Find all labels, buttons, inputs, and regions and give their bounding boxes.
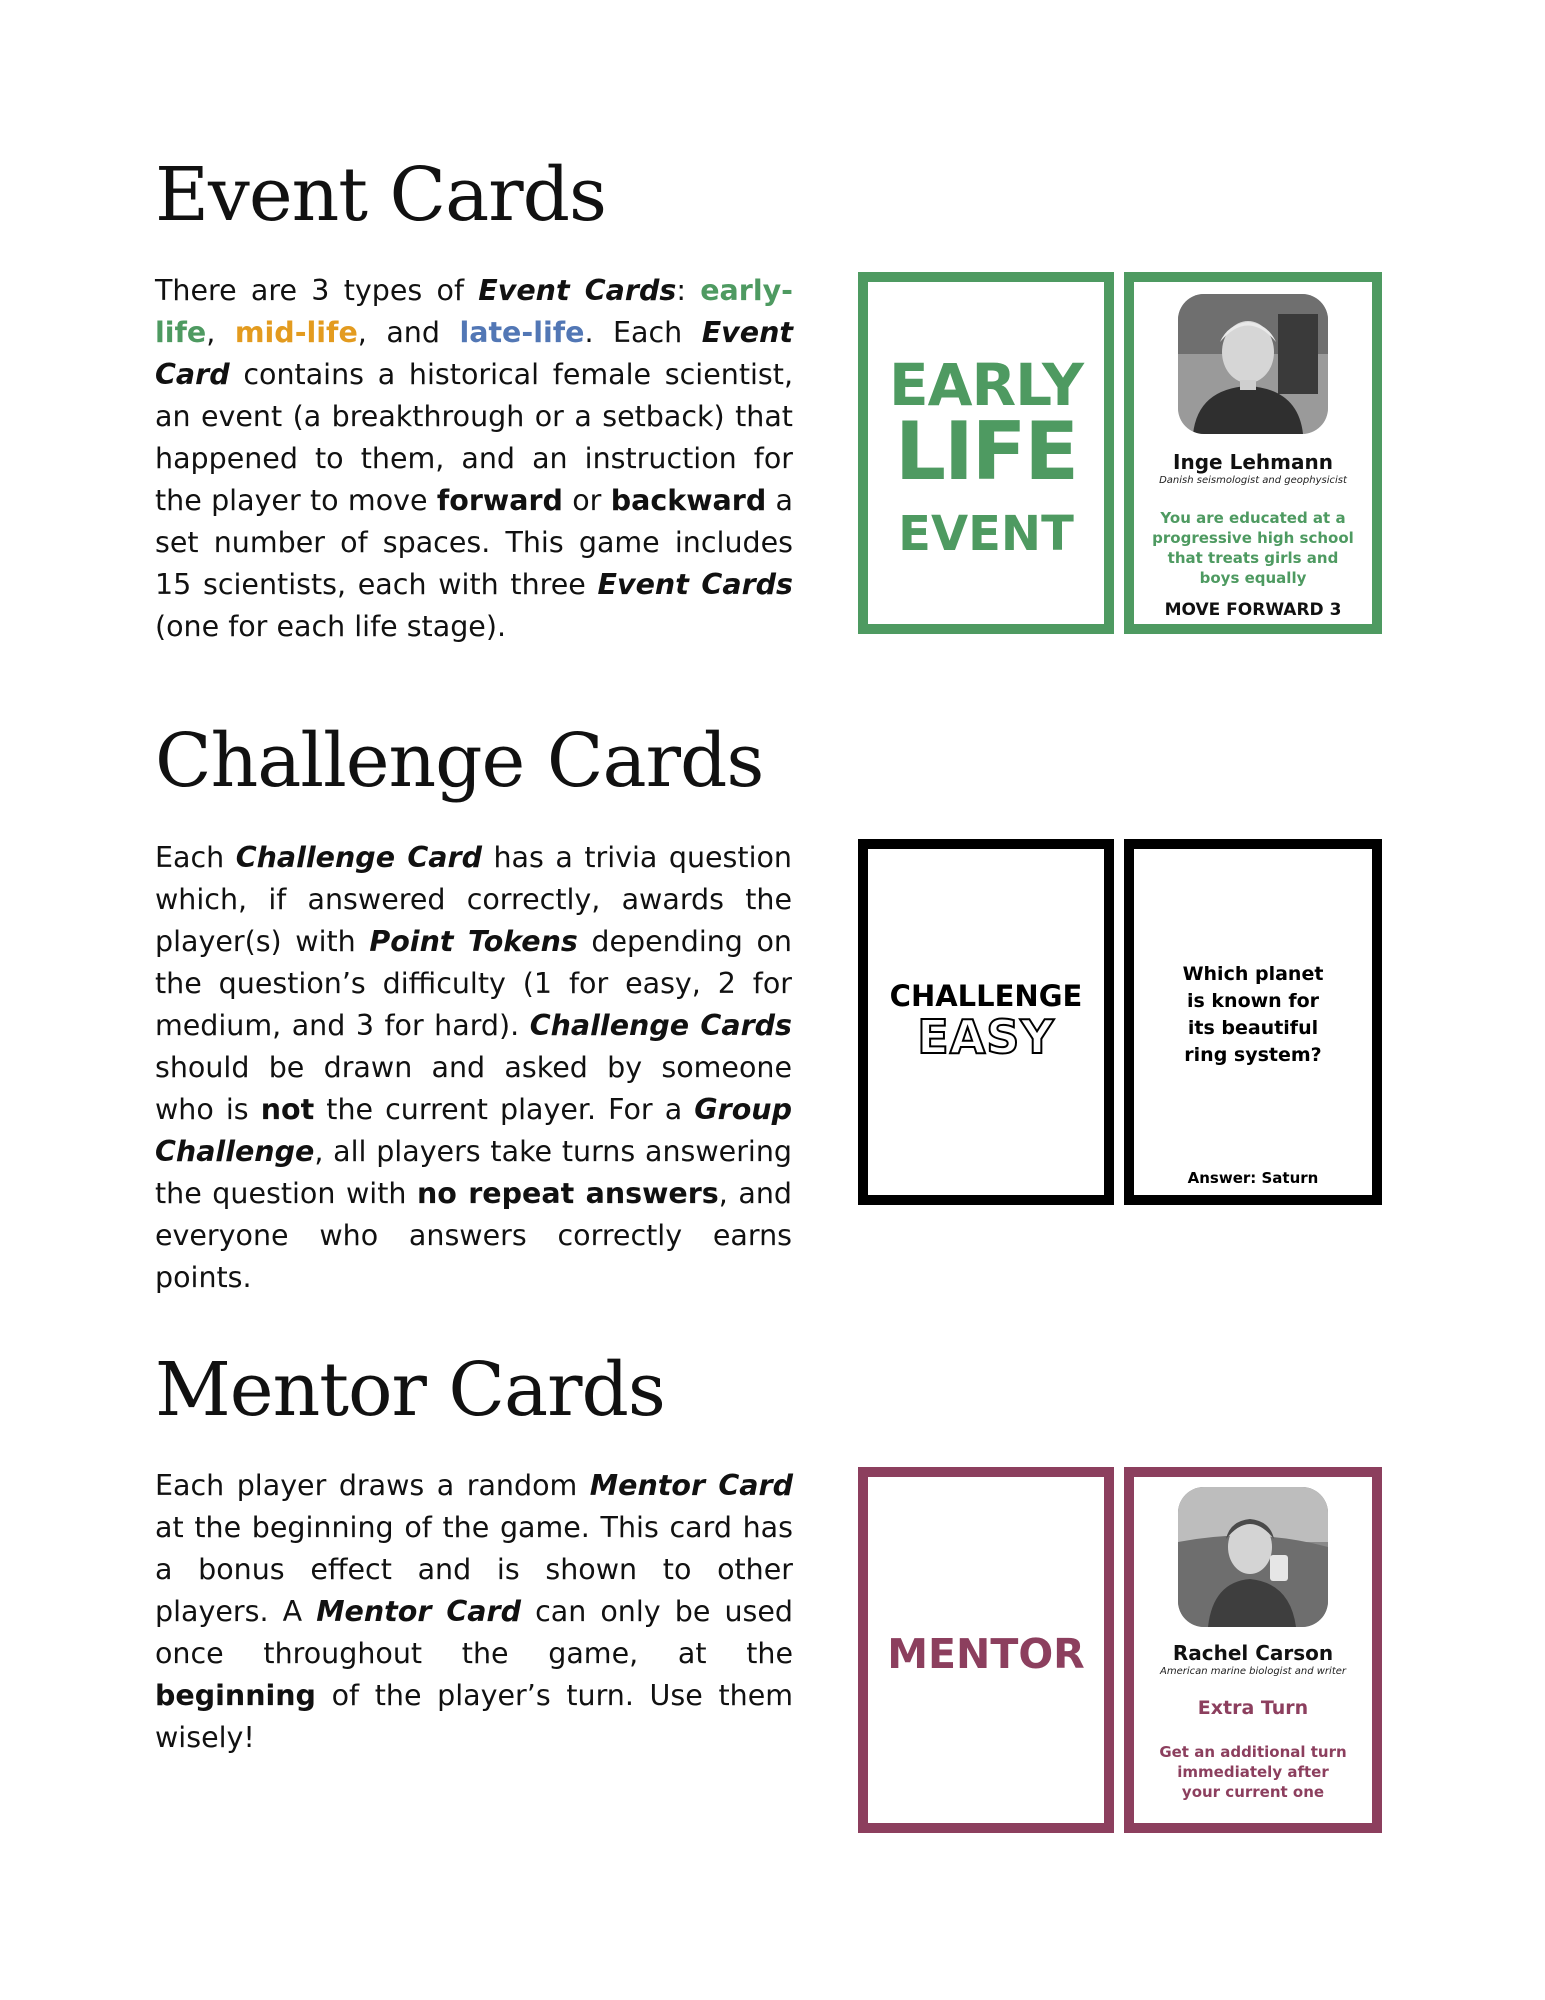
mentor-portrait	[1178, 1487, 1328, 1627]
event-cards-heading: Event Cards	[155, 152, 606, 238]
mentor-cards-heading: Mentor Cards	[155, 1347, 665, 1433]
challenge-cards-description: Each Challenge Card has a trivia question which, if answered correctly, awards the player(s) with Point Tokens depending on the question’s difficulty (1 for easy, 2 for medium, and 3 for hard). Challenge Cards should be drawn and asked by someone who is not the current player. For a Group Challenge, all players take turns answering the question with no repeat answers, and everyone who answers correctly earns points.	[155, 841, 792, 1294]
trivia-answer: Answer: Saturn	[1187, 1169, 1319, 1187]
scientist-portrait	[1178, 294, 1328, 434]
event-cards-description: There are 3 types of Event Cards: early-life, mid-life, and late-life. Each Event Card contains a historical female scientist, an event (a breakthrough or a setback) that happened to them, and an instruction for the player to move forward or backward a set number of spaces. This game includes 15 scientists, each with three Event Cards (one for each life stage).	[155, 274, 794, 643]
mentor-effect-description: Get an additional turn immediately after your current one	[1159, 1743, 1347, 1801]
early-life-event-card-back	[1124, 272, 1382, 634]
mentor-cards-description: Each player draws a random Mentor Card at the beginning of the game. This card has a bonus effect and is shown to other players. A Mentor Card can only be used once throughout the game, at the beginning of the player’s turn. Use them wisely!	[155, 1469, 793, 1754]
challenge-card-back	[1124, 839, 1382, 1205]
move-instruction: MOVE FORWARD 3	[1164, 600, 1342, 620]
scientist-name: Inge Lehmann	[1173, 450, 1333, 474]
mentor-role: American marine biologist and writer	[1159, 1666, 1346, 1677]
mentor-card-back	[1124, 1467, 1382, 1833]
scientist-role: Danish seismologist and geophysicist	[1159, 475, 1347, 486]
challenge-card-front	[858, 839, 1114, 1205]
mentor-name: Rachel Carson	[1172, 1641, 1334, 1665]
challenge-cards-heading: Challenge Cards	[155, 718, 764, 804]
life-label: LIFE	[894, 405, 1078, 498]
mentor-effect-title: Extra Turn	[1197, 1697, 1309, 1719]
event-description: You are educated at a progressive high school that treats girls and boys equally	[1152, 509, 1354, 587]
challenge-label: CHALLENGE	[889, 979, 1083, 1013]
trivia-question: Which planet is known for its beautiful ring system?	[1182, 963, 1324, 1066]
mentor-label: MENTOR	[887, 1630, 1085, 1678]
difficulty-easy-label: EASY	[917, 1010, 1055, 1064]
early-label: EARLY	[888, 351, 1084, 419]
event-label: EVENT	[898, 506, 1074, 562]
mentor-card-front	[858, 1467, 1114, 1833]
early-life-event-card-front	[858, 272, 1114, 634]
